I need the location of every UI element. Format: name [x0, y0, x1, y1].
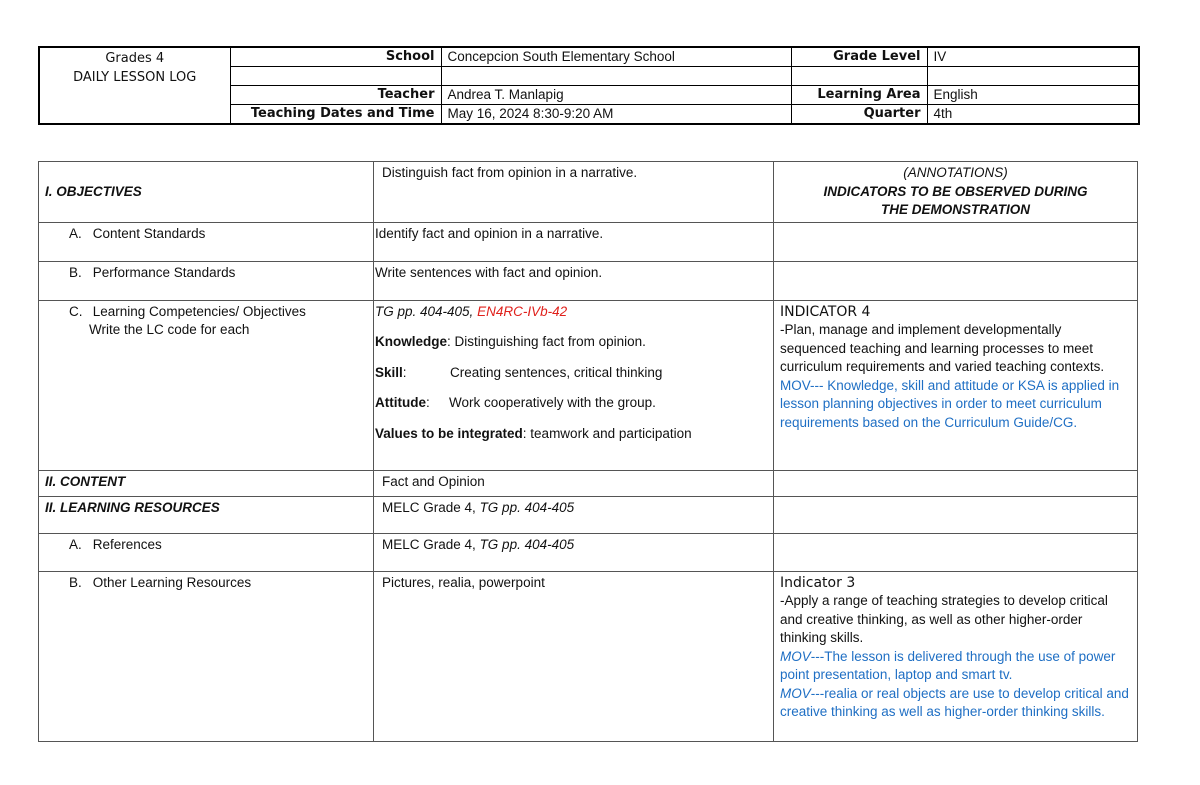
skill-value: Creating sentences, critical thinking [450, 364, 663, 380]
other-resources-value: Pictures, realia, powerpoint [374, 571, 774, 741]
mov-2-prefix: MOV [780, 685, 811, 701]
indicator-4-title: INDICATOR 4 [780, 303, 871, 320]
empty-cell [774, 261, 1138, 300]
other-resources-text: Other Learning Resources [92, 574, 252, 590]
mov-1-text: ---The lesson is delivered through the use of power point presentation, laptop and smart tv. [780, 648, 1116, 682]
tg-reference [375, 303, 767, 322]
references-row [39, 533, 1138, 571]
other-resources-letter: B. [69, 574, 82, 590]
empty-cell [774, 470, 1138, 496]
indicator-3-mov-1 [780, 648, 1131, 685]
competencies-letter: C. [69, 303, 83, 319]
title-grade: Grades 4 [105, 51, 165, 66]
mov-2-text: ---realia or real objects are use to develop critical and creative thinking as well as higher-order thinking skills. [780, 685, 1129, 719]
quarter-value: 4th [927, 105, 1139, 125]
empty-cell [441, 67, 791, 86]
performance-standards-value: Write sentences with fact and opinion. [374, 261, 774, 300]
dates-label: Teaching Dates and Time [230, 105, 441, 125]
school-value: Concepcion South Elementary School [441, 47, 791, 67]
competencies-title: Learning Competencies/ Objectives [92, 303, 306, 319]
tg-pages: TG pp. 404-405, [375, 303, 474, 319]
content-value: Fact and Opinion [374, 470, 774, 496]
content-standards-letter: A. [69, 225, 82, 241]
competencies-label-line1 [69, 303, 367, 322]
objectives-text: Distinguish fact from opinion in a narrative. [374, 162, 774, 223]
references-melc: MELC Grade 4, [382, 536, 476, 552]
objectives-heading-text: I. OBJECTIVES [45, 183, 142, 199]
values-label: Values to be integrated [375, 425, 523, 441]
content-standards-row [39, 222, 1138, 261]
title-daily-lesson-log: DAILY LESSON LOG [73, 70, 197, 85]
knowledge-line [375, 333, 767, 352]
attitude-colon: : [426, 395, 430, 410]
learning-resources-melc: MELC Grade 4, [382, 499, 476, 515]
skill-label: Skill [375, 364, 403, 380]
empty-cell [230, 67, 441, 86]
competencies-label-line2: Write the LC code for each [89, 322, 250, 337]
references-tg: TG pp. 404-405 [479, 536, 575, 552]
learning-resources-row [39, 496, 1138, 533]
content-standards-text: Content Standards [92, 225, 206, 241]
performance-standards-letter: B. [69, 264, 82, 280]
annotations-label: (ANNOTATIONS) [903, 165, 1008, 180]
performance-standards-row [39, 261, 1138, 300]
performance-standards-text: Performance Standards [92, 264, 236, 280]
grade-level-label: Grade Level [791, 47, 927, 67]
learning-resources-heading-text: II. LEARNING RESOURCES [45, 499, 220, 515]
mov-1-prefix: MOV [780, 648, 811, 664]
references-label [39, 533, 374, 571]
references-text: References [92, 536, 162, 552]
competencies-label [39, 300, 374, 470]
indicator-3-mov-2 [780, 685, 1131, 722]
content-row [39, 470, 1138, 496]
values-line [375, 425, 767, 444]
empty-cell [774, 496, 1138, 533]
other-resources-label [39, 571, 374, 741]
learning-resources-value [374, 496, 774, 533]
document-title [39, 47, 230, 124]
knowledge-label: Knowledge [375, 334, 448, 349]
empty-cell [774, 222, 1138, 261]
annotations-heading [774, 162, 1138, 223]
indicator-4-mov: MOV--- Knowledge, skill and attitude or KSA is applied in lesson planning objectives in order to meet curriculum requirements based on the Curriculum Guide/CG. [780, 377, 1120, 430]
dates-value: May 16, 2024 8:30-9:20 AM [441, 105, 791, 125]
lesson-plan-table [38, 161, 1138, 742]
content-heading [39, 470, 374, 496]
objectives-heading [39, 162, 374, 223]
indicator-3-title: Indicator 3 [780, 574, 856, 591]
teacher-value: Andrea T. Manlapig [441, 86, 791, 105]
values-value: : teamwork and participation [522, 425, 692, 441]
content-heading-text: II. CONTENT [45, 473, 126, 489]
attitude-line [375, 394, 767, 413]
content-standards-label [39, 222, 374, 261]
lesson-log-header [38, 46, 1140, 125]
indicator-4-annotation [774, 300, 1138, 470]
teacher-label: Teacher [230, 86, 441, 105]
learning-resources-heading [39, 496, 374, 533]
objectives-row [39, 162, 1138, 223]
empty-cell [927, 67, 1139, 86]
knowledge-value: : Distinguishing fact from opinion. [447, 334, 646, 349]
school-label: School [230, 47, 441, 67]
indicator-3-text: -Apply a range of teaching strategies to develop critical and creative thinking, as well as other higher-order thinking skills. [780, 593, 1108, 645]
references-letter: A. [69, 536, 82, 552]
attitude-label: Attitude [375, 395, 426, 410]
indicator-3-annotation [774, 571, 1138, 741]
skill-line [375, 364, 767, 383]
indicators-heading: INDICATORS TO BE OBSERVED DURING THE DEMONSTRATION [823, 183, 1088, 217]
lc-code: EN4RC-IVb-42 [477, 303, 568, 319]
quarter-label: Quarter [791, 105, 927, 125]
grade-level-value: IV [927, 47, 1139, 67]
empty-cell [774, 533, 1138, 571]
performance-standards-label [39, 261, 374, 300]
references-value [374, 533, 774, 571]
indicator-4-text: -Plan, manage and implement developmentally sequenced teaching and learning processes to meet curriculum requirements and varied teaching contexts. [780, 322, 1105, 374]
competencies-detail [374, 300, 774, 470]
skill-colon: : [402, 364, 407, 380]
empty-cell [791, 67, 927, 86]
attitude-value: Work cooperatively with the group. [449, 395, 656, 410]
content-standards-value: Identify fact and opinion in a narrative. [374, 222, 774, 261]
learning-resources-tg: TG pp. 404-405 [479, 499, 575, 515]
competencies-row [39, 300, 1138, 470]
learning-area-label: Learning Area [791, 86, 927, 105]
other-resources-row [39, 571, 1138, 741]
learning-area-value: English [927, 86, 1139, 105]
